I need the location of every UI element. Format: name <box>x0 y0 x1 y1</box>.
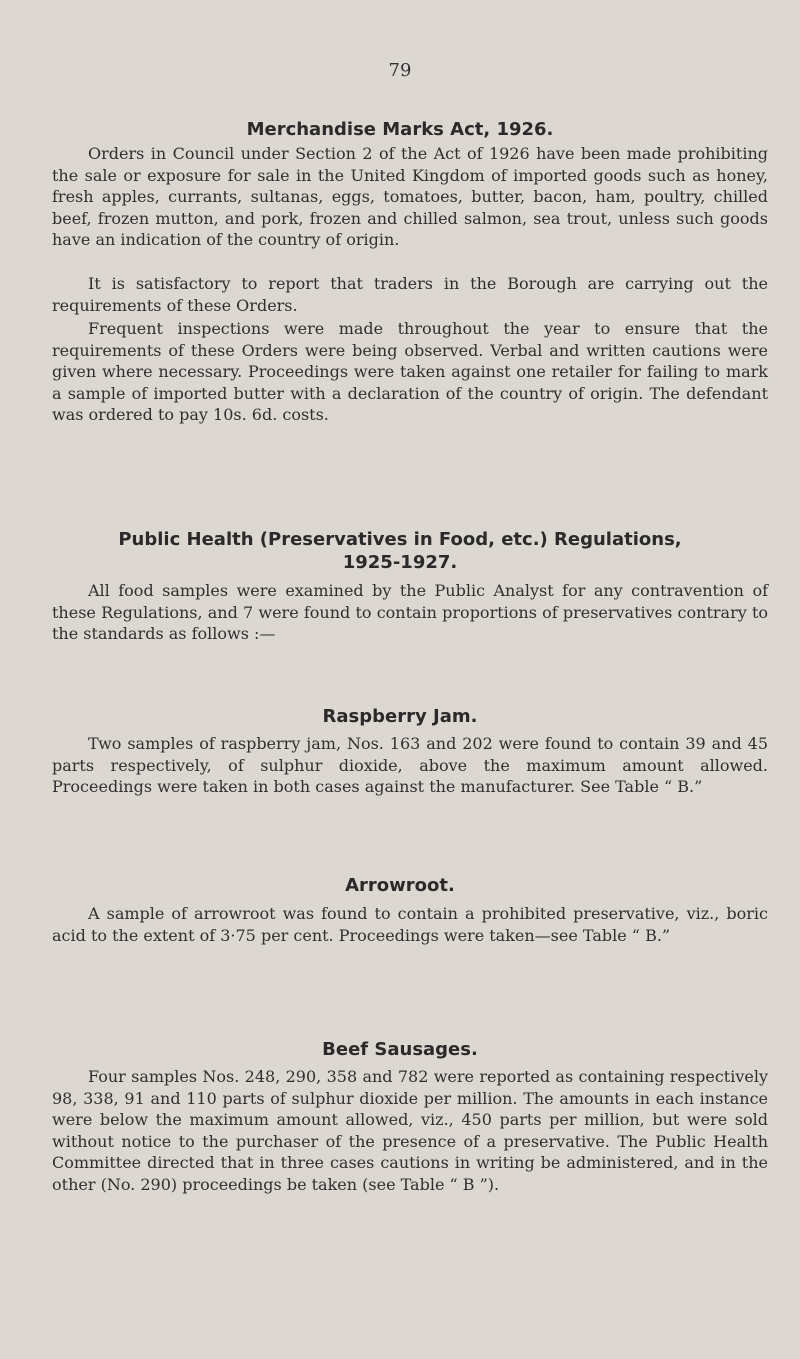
heading-public-health-regulations <box>40 528 760 574</box>
paragraph-arrowroot: A sample of arrowroot was found to contain a prohibited preservative, viz., boric acid to the extent of 3·75 per cent. Proceedings were taken—see Table “ B.” <box>52 904 768 945</box>
paragraph-beef-sausages: Four samples Nos. 248, 290, 358 and 782 were reported as containing respectively 98, 338, 91 and 110 parts of sulphur dioxide per million. The amounts in each instance were below the maximum amount allowed, viz., 450 parts per million, but were sold without notice to the purchaser of the presence of a preservative. The Public Health Committee directed that in three cases cautions in writing be administered, and in the other (No. 290) proceedings be taken (see Table “ B ”). <box>52 1067 768 1194</box>
heading-public-health-line1: Public Health (Preservatives in Food, etc.) Regulations, <box>118 529 682 550</box>
heading-merchandise-marks-act: Merchandise Marks Act, 1926. <box>246 119 554 140</box>
heading-arrowroot: Arrowroot. <box>345 875 455 896</box>
heading-raspberry-jam: Raspberry Jam. <box>322 706 478 727</box>
paragraph-public-health-samples: All food samples were examined by the Public Analyst for any contravention of these Regulations, and 7 were found to contain proportions of preservatives contrary to the standards as follows :— <box>52 581 768 643</box>
heading-public-health-line2: 1925-1927. <box>342 552 458 573</box>
paragraph-merchandise-inspections: Frequent inspections were made throughout the year to ensure that the requirements of these Orders were being observed. Verbal and written cautions were given where necessary. Proceedings were taken against one retailer for failing to mark a sample of imported butter with a declaration of the country of origin. The defendant was ordered to pay 10s. 6d. costs. <box>52 319 768 424</box>
paragraph-merchandise-traders: It is satisfactory to report that traders in the Borough are carrying out the requirements of these Orders. <box>52 274 768 315</box>
paragraph-raspberry-jam: Two samples of raspberry jam, Nos. 163 and 202 were found to contain 39 and 45 parts respectively, of sulphur dioxide, above the maximum amount allowed. Proceedings were taken in both cases against the manufacturer. See Table “ B.” <box>52 734 768 796</box>
heading-beef-sausages: Beef Sausages. <box>322 1039 478 1060</box>
page-number: 79 <box>388 60 412 81</box>
paragraph-merchandise-orders: Orders in Council under Section 2 of the Act of 1926 have been made prohibiting the sale or exposure for sale in the United Kingdom of imported goods such as honey, fresh apples, currants, sultanas, eggs, tomatoes, butter, bacon, ham, poultry, chilled beef, frozen mutton, and pork, frozen and chilled salmon, sea trout, unless such goods have an indication of the country of origin. <box>52 144 768 249</box>
